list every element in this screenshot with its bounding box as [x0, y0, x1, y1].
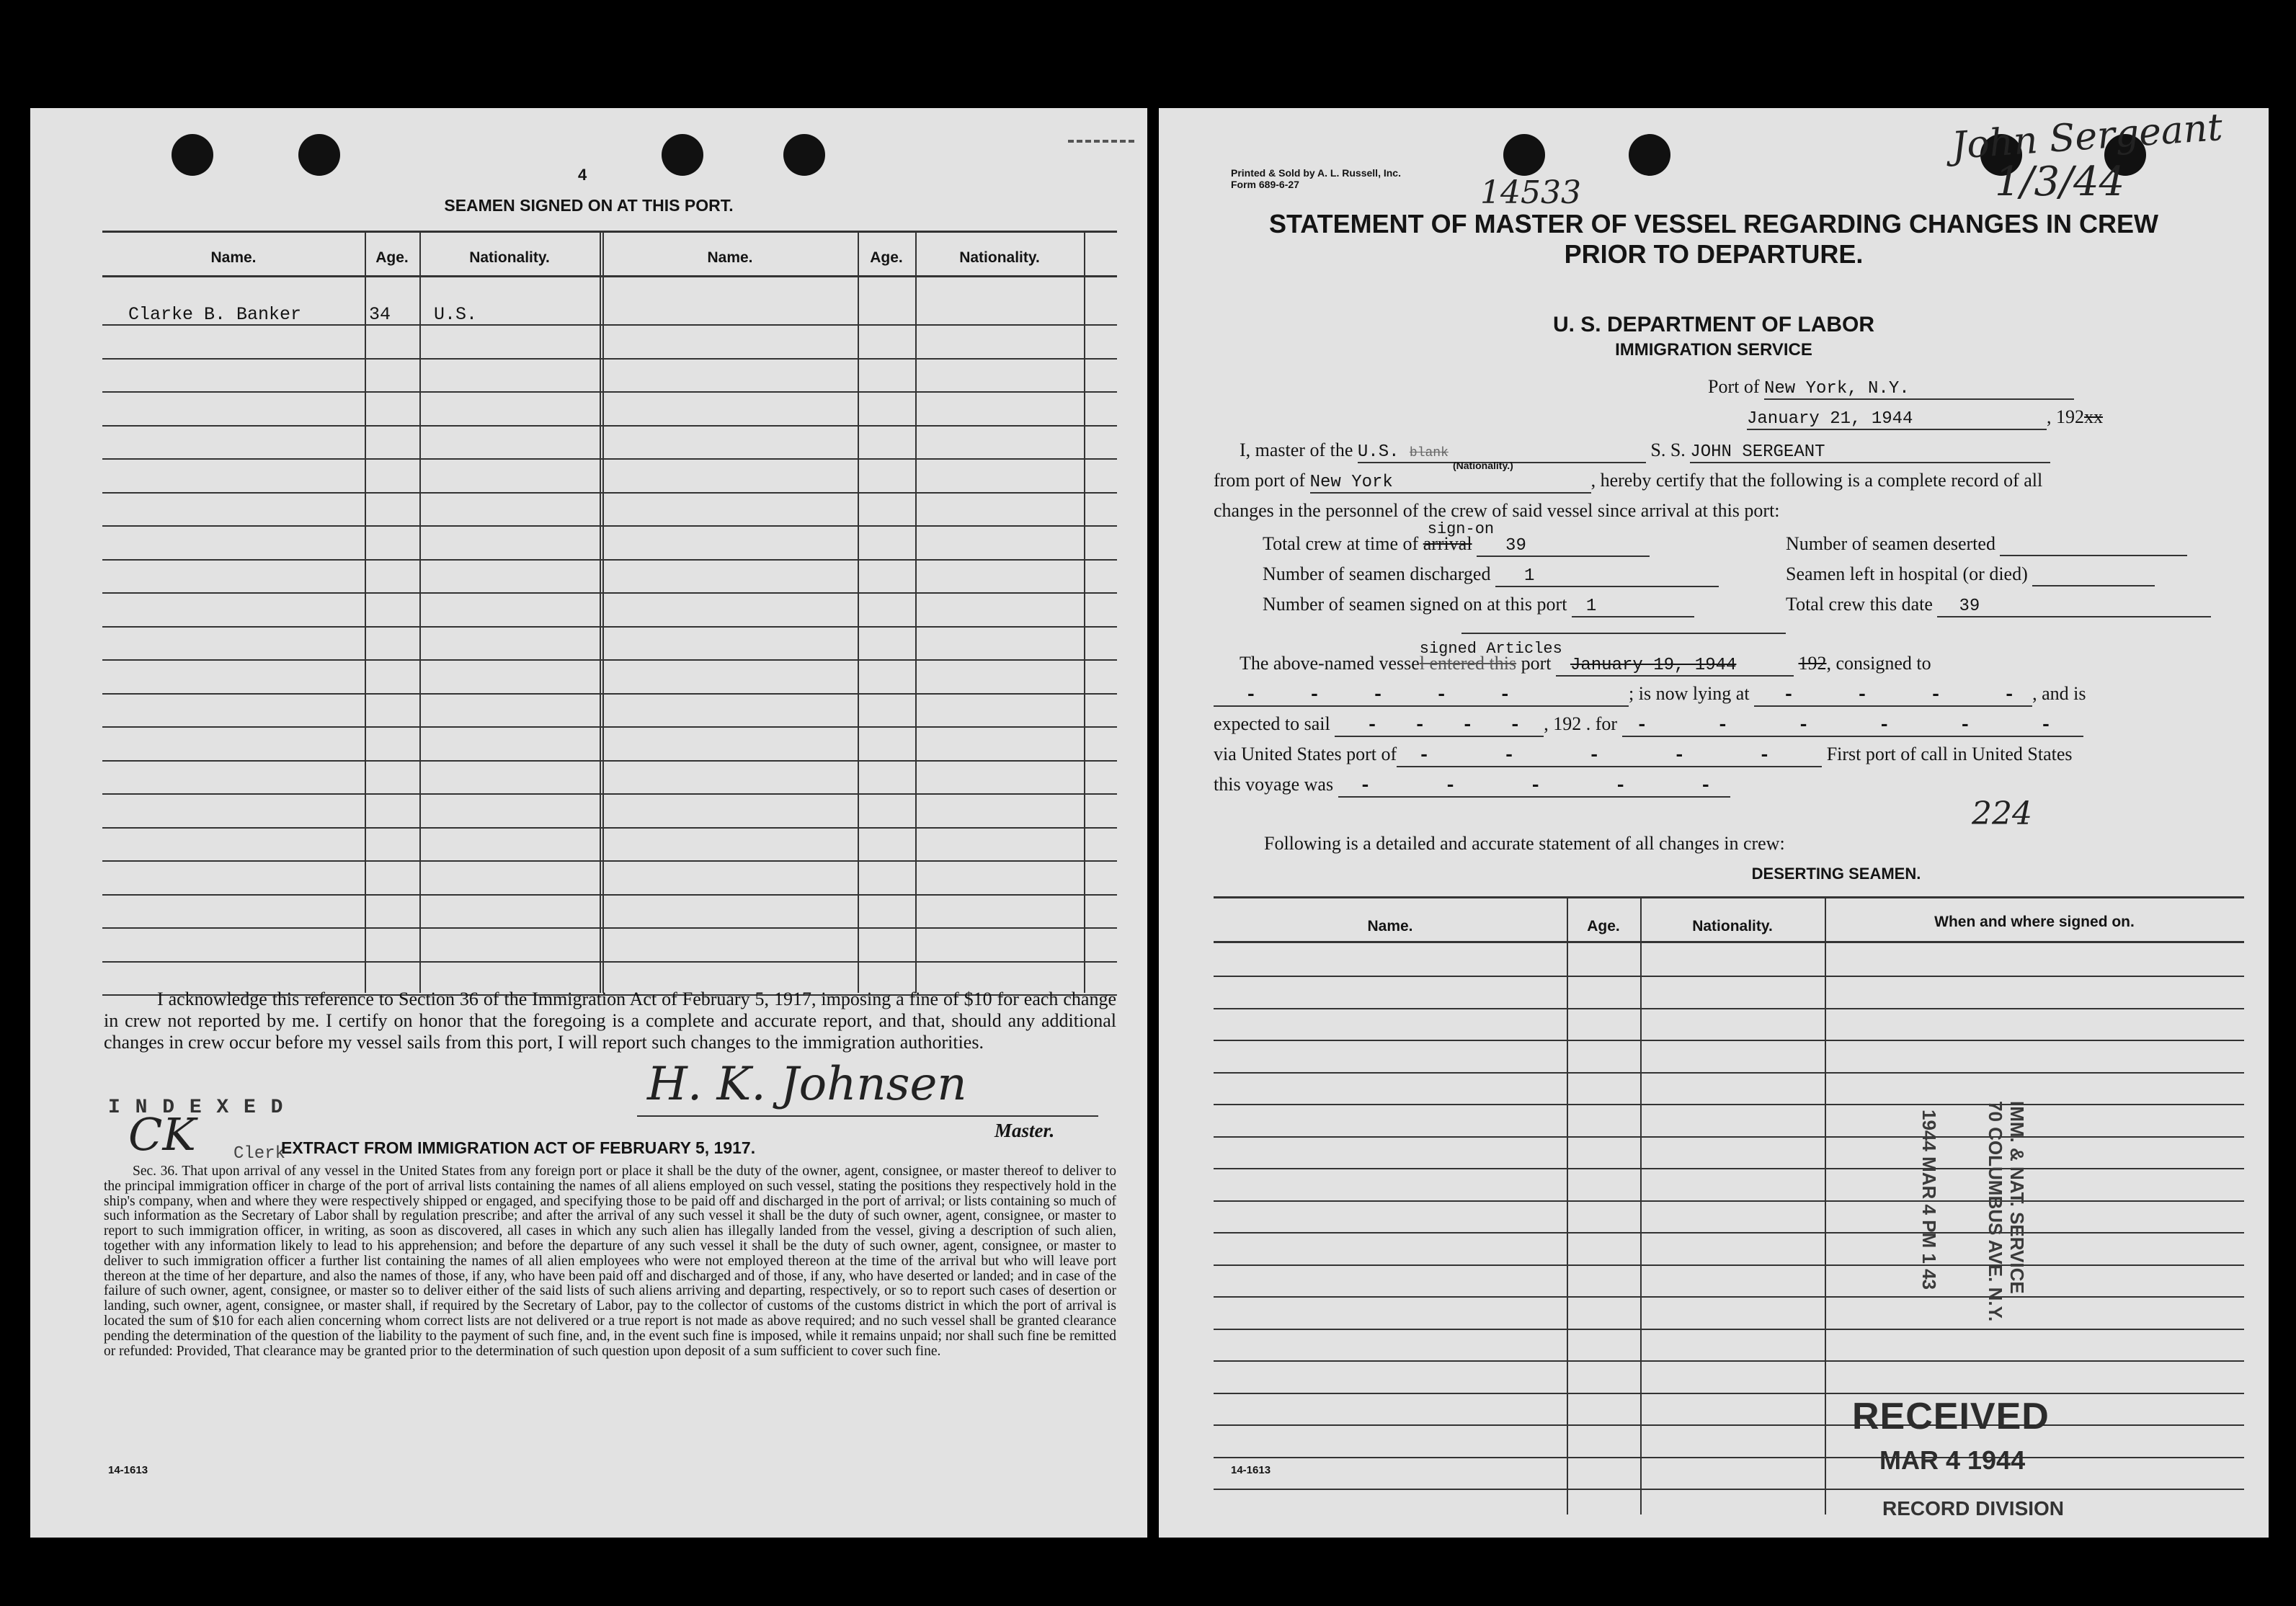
for-label: . for: [1585, 713, 1618, 734]
table-row-line: [1214, 1232, 2244, 1234]
handwritten-name: John Sergeant: [1950, 105, 2225, 169]
table-row-line: [102, 358, 1117, 360]
received-date: MAR 4 1944: [1879, 1445, 2026, 1475]
table-row-line: [102, 894, 1117, 896]
certify-text: , hereby certify that the following is a complete record of all: [1590, 470, 2043, 491]
clerk-initials: CK: [128, 1108, 196, 1161]
blank-dash: -: [1366, 714, 1378, 736]
blank-dash: -: [1717, 714, 1729, 736]
blank-dash: -: [1444, 775, 1456, 796]
total-date-value: 39: [1937, 597, 2211, 617]
blank-dash: -: [1503, 744, 1515, 766]
column-header-nationality: Nationality.: [1692, 918, 1773, 934]
table-row-line: [1214, 1200, 2244, 1202]
table-header-border: [102, 275, 1117, 277]
punch-hole: [298, 134, 340, 176]
received-stamp: RECEIVED: [1852, 1396, 2050, 1437]
file-number: 14533: [1480, 174, 1581, 211]
first-port-label: First port of call in United States: [1826, 744, 2073, 764]
discharged-field: [1263, 563, 1719, 587]
year-prefix: , 192: [2047, 406, 2084, 427]
expected-label: expected to sail: [1214, 713, 1330, 734]
table-row-line: [1214, 1104, 2244, 1105]
blank-dash: -: [1588, 744, 1601, 766]
table-row-line: [102, 927, 1117, 929]
table-row-line: [1214, 1489, 2244, 1490]
blank-dash: -: [1930, 684, 1941, 705]
section-heading: SEAMEN SIGNED ON AT THIS PORT.: [444, 196, 734, 215]
above-named-year: 192: [1798, 653, 1827, 674]
above-named-field: [1240, 640, 1931, 677]
blank-dash: -: [1414, 714, 1425, 736]
table-row-line: [102, 525, 1117, 527]
master-of-field: [1240, 440, 2050, 463]
department: U. S. DEPARTMENT OF LABOR: [1552, 313, 1875, 336]
destination-value: [1622, 713, 2083, 737]
port-label: Port of: [1708, 376, 1760, 397]
blank-dash: -: [1673, 744, 1686, 766]
voyage-value: [1338, 774, 1730, 798]
ship-name: JOHN SERGEANT: [1690, 442, 2050, 463]
table-row-line: [102, 391, 1117, 393]
hospital-field: [1786, 563, 2155, 586]
binding-mark: [1068, 140, 1134, 143]
hospital-label: Seamen left in hospital (or died): [1786, 563, 2028, 584]
ss-label: S. S.: [1650, 440, 1686, 460]
lying-label: ; is now lying at: [1629, 683, 1750, 704]
form-code: 14-1613: [1231, 1464, 1271, 1476]
table-row-line: [102, 793, 1117, 795]
printer-credit: [1231, 167, 1401, 190]
table-row-line: [1214, 976, 2244, 977]
table-cell-nationality: U.S.: [434, 304, 478, 325]
form-number: Form 689-6-27: [1231, 179, 1299, 190]
from-port-label: from port of: [1214, 470, 1306, 491]
total-date-field: [1786, 594, 2211, 617]
nationality-struck: blank: [1409, 446, 1449, 460]
voyage-field: [1214, 774, 1730, 798]
form-code: 14-1613: [108, 1464, 148, 1476]
blank-dash: -: [1359, 775, 1371, 796]
signed-on-label: Number of seamen signed on at this port: [1263, 594, 1567, 615]
table-row-line: [1214, 1457, 2244, 1458]
table-row-line: [1214, 1360, 2244, 1362]
column-divider: [1640, 898, 1642, 1514]
column-header-signed-on: When and where signed on.: [1934, 914, 2135, 930]
year-struck: xx: [2084, 406, 2103, 427]
master-of-label: I, master of the: [1240, 440, 1353, 460]
column-divider: [1825, 898, 1826, 1514]
table-row-line: [1214, 1424, 2244, 1426]
right-page: [1159, 105, 2269, 1538]
table-row-line: [102, 693, 1117, 695]
total-crew-struck: arrival: [1423, 533, 1472, 554]
table-row-line: [1214, 1329, 2244, 1330]
punch-hole: [172, 134, 213, 176]
nationality-caption: (Nationality.): [1453, 460, 1513, 471]
nationality-value: U.S.: [1357, 442, 1400, 462]
blank-dash: -: [1636, 714, 1648, 736]
form-title: [1159, 209, 2269, 269]
blank-dash: -: [1856, 684, 1868, 705]
punch-hole: [662, 134, 703, 176]
blank-dash: -: [1436, 684, 1447, 705]
table-row-line: [102, 827, 1117, 829]
column-divider: [858, 232, 859, 993]
table-cell-name: Clarke B. Banker: [128, 304, 302, 325]
handwritten-date: 1/3/44: [1995, 159, 2125, 205]
expected-year: , 192: [1544, 713, 1582, 734]
signed-on-value: 1: [1572, 597, 1694, 617]
port-field: [1708, 376, 2074, 400]
from-port-field: [1214, 470, 2042, 494]
table-row-line: [102, 860, 1117, 862]
blank-dash: -: [1758, 744, 1771, 766]
column-header-name: Name.: [707, 249, 753, 266]
table-row-line: [102, 425, 1117, 427]
master-label: Master.: [995, 1120, 1055, 1141]
title-line: PRIOR TO DEPARTURE.: [1564, 239, 1864, 269]
deserted-field: [1786, 533, 2187, 556]
above-named-date: January 19, 1944: [1556, 656, 1794, 677]
column-divider: [915, 232, 917, 993]
above-named-insert: signed Articles: [1419, 640, 1562, 658]
lying-value: [1754, 683, 2032, 707]
punch-hole: [783, 134, 825, 176]
column-header-age: Age.: [375, 249, 409, 266]
table-row-line: [102, 626, 1117, 628]
table-row-line: [1214, 1264, 2244, 1266]
via-port-value: [1397, 744, 1822, 767]
consigned-label: , consigned to: [1826, 653, 1931, 674]
consignee-value: [1214, 683, 1629, 707]
signature-line: [637, 1115, 1098, 1117]
blank-dash: -: [1509, 714, 1521, 736]
changes-line: changes in the personnel of the crew of said vessel since arrival at this port:: [1214, 500, 1780, 521]
total-crew-type: [1423, 520, 1495, 554]
blank-dash: -: [1959, 714, 1971, 736]
blank-dash: -: [1418, 744, 1430, 766]
acknowledgement-text: I acknowledge this reference to Section 36 of the Immigration Act of February 5, 1917, imposing a fine of $10 for each change in crew not reported by me. I certify on honor that the foregoing is a complete and accurate report, and that, should any additional changes in crew occur before my vessel sails from this port, I will report such changes to the immigration authorities.: [104, 989, 1116, 1053]
from-port-value: New York: [1310, 473, 1591, 494]
column-header-nationality: Nationality.: [469, 249, 550, 266]
title-line: STATEMENT OF MASTER OF VESSEL REGARDING CHANGES IN CREW: [1268, 209, 2159, 238]
total-date-label: Total crew this date: [1786, 594, 1933, 615]
agency-stamp: [1985, 1101, 2028, 1432]
table-row-line: [1214, 1136, 2244, 1138]
blank-dash: -: [2040, 714, 2052, 736]
received-time-stamp: 1944 MAR 4 PM 1 43: [1918, 1110, 1940, 1290]
port-value: New York, N.Y.: [1764, 379, 2074, 400]
via-port-field: [1214, 744, 2073, 767]
table-cell-age: 34: [369, 304, 391, 325]
blank-dash: -: [1797, 714, 1810, 736]
table-row-line: [1214, 1393, 2244, 1394]
service: IMMIGRATION SERVICE: [1615, 340, 1812, 360]
voyage-label: this voyage was: [1214, 774, 1334, 795]
blank-dash: -: [1614, 775, 1627, 796]
deserting-heading: DESERTING SEAMEN.: [1751, 865, 1921, 883]
table-row-line: [102, 492, 1117, 494]
record-division-stamp: RECORD DIVISION: [1882, 1497, 2065, 1520]
blank-dash: -: [1245, 684, 1257, 705]
table-row-line: [102, 559, 1117, 561]
column-header-name: Name.: [210, 249, 257, 266]
column-divider: [1084, 232, 1085, 993]
column-divider: [419, 232, 421, 993]
table-row-line: [102, 458, 1117, 460]
lying-field: [1214, 683, 2086, 707]
handwritten-224: 224: [1972, 795, 2032, 832]
blank-dash: -: [1529, 775, 1541, 796]
column-divider: [365, 232, 366, 993]
discharged-value: 1: [1495, 566, 1719, 587]
table-row-line: [102, 592, 1117, 594]
blank-dash: -: [2003, 684, 2015, 705]
table-row-line: [102, 961, 1117, 963]
page-number: 4: [578, 166, 587, 184]
total-crew-field: [1263, 520, 1650, 557]
extract-text: Sec. 36. That upon arrival of any vessel in the United States from any foreign port or place it shall be the duty of the owner, agent, consignee, or master thereof to deliver to the principal immigration officer in charge of the port of arrival lists containing the names of all aliens employed on such vessel, stating the positions they respectively hold in the ship's company, when and where they were respectively shipped or engaged, and specifying those to be paid off and discharged in the port of arrival; or lists containing so much of such information as the Secretary of Labor shall by regulation prescribe; and after the arrival of any such vessel it shall be the duty of such owner, agent, consignee, or master to report to such immigration officer, in writing, as soon as discovered, all cases in which any such alien has illegally landed from the vessel, giving a description of such alien, together with any information likely to lead to his apprehension; and before the departure of any such vessel it shall be the duty of such owner, agent, consignee, or master to deliver to such immigration officer a further list containing the names of all alien employees who were not employed thereon at the time of the arrival but who will leave port thereon at the time of her departure, and also the names of those, if any, who have been paid off and discharged and of those, if any, who have deserted or landed; and in case of the failure of such owner, agent, consignee, or master so to deliver either of the said lists of such aliens arriving and departing, respectively, or so to report such cases of desertion or landing, such owner, agent, consignee, or master shall, if required by the Secretary of Labor, pay to the collector of customs of the customs district in which the port of arrival is located the sum of $10 for each alien concerning whom correct lists are not delivered or a true report is not made as above required; and no such vessel shall be granted clearance pending the determination of the question of the liability to the payment of such fine, and, in the event such fine is imposed, while it remains unpaid; nor shall such fine be remitted or refunded: Provided, That clearance may be granted prior to the determination of such question upon deposit of a sum sufficient to cover such fine.: [104, 1164, 1116, 1359]
blank-dash: -: [1499, 684, 1511, 705]
and-is-label: , and is: [2032, 683, 2086, 704]
divider-line: [1461, 633, 1786, 634]
expected-value: [1335, 713, 1544, 737]
clerk-label: Clerk: [233, 1144, 286, 1164]
column-divider: [600, 232, 601, 993]
total-crew-value: 39: [1477, 536, 1650, 557]
table-row-line: [1214, 1008, 2244, 1009]
expected-field: [1214, 713, 2083, 737]
total-crew-insert: sign-on: [1427, 520, 1495, 538]
column-header-name: Name.: [1367, 918, 1413, 934]
column-header-age: Age.: [1587, 918, 1620, 934]
agency-name: IMM. & NAT. SERVICE: [2006, 1101, 2028, 1294]
column-header-nationality: Nationality.: [959, 249, 1040, 266]
table-row-line: [102, 659, 1117, 661]
left-page: [30, 108, 1147, 1538]
blank-dash: -: [1461, 714, 1474, 736]
table-row-line: [1214, 1168, 2244, 1169]
table-row-line: [102, 760, 1117, 762]
blank-dash: -: [1309, 684, 1320, 705]
deserted-value: [2000, 533, 2187, 556]
blank-dash: -: [1878, 714, 1890, 736]
total-crew-label: Total crew at time of: [1263, 533, 1419, 554]
column-divider: [602, 232, 604, 993]
table-row-line: [1214, 1040, 2244, 1041]
blank-dash: -: [1700, 775, 1712, 796]
above-named-prefix: The above-named vesse: [1240, 653, 1420, 674]
blank-dash: -: [1372, 684, 1384, 705]
date-value: January 21, 1944: [1747, 409, 2047, 430]
extract-heading: EXTRACT FROM IMMIGRATION ACT OF FEBRUARY 5, 1917.: [281, 1138, 756, 1157]
signed-on-field: [1263, 594, 1694, 617]
master-signature: H. K. Johnsen: [647, 1058, 967, 1111]
punch-hole: [1503, 134, 1545, 176]
above-named-port: port: [1521, 653, 1552, 674]
deserted-label: Number of seamen deserted: [1786, 533, 1995, 554]
printer-name: Printed & Sold by A. L. Russell, Inc.: [1231, 167, 1401, 179]
indexed-stamp: I N D E X E D: [108, 1097, 285, 1119]
above-named-struck: l entered this: [1419, 653, 1517, 674]
table-top-border: [102, 231, 1117, 233]
following-text: Following is a detailed and accurate statement of all changes in crew:: [1264, 833, 1785, 854]
table-top-border: [1214, 896, 2244, 898]
discharged-label: Number of seamen discharged: [1263, 563, 1491, 584]
table-row-line: [102, 726, 1117, 728]
table-row-line: [1214, 1296, 2244, 1298]
date-field: [1747, 406, 2103, 430]
punch-hole: [1629, 134, 1670, 176]
blank-dash: -: [1783, 684, 1794, 705]
table-row-line: [1214, 1072, 2244, 1074]
hospital-value: [2032, 563, 2155, 586]
column-header-age: Age.: [870, 249, 903, 266]
via-label: via United States port of: [1214, 744, 1397, 764]
agency-address: 70 COLUMBUS AVE. N.Y.: [1985, 1101, 2006, 1322]
column-divider: [1567, 898, 1568, 1514]
table-header-border: [1214, 941, 2244, 943]
